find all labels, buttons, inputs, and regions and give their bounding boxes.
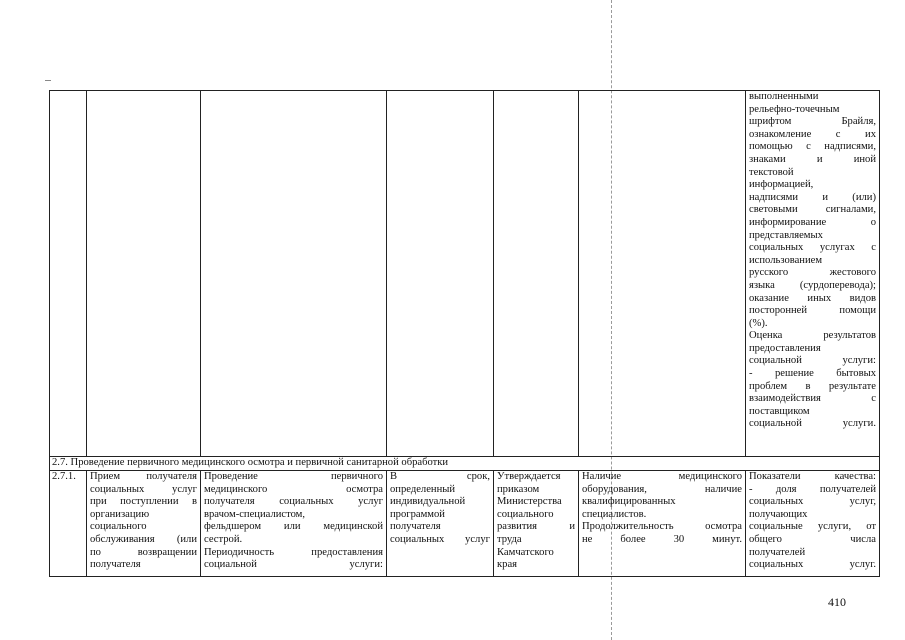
service-tariff: Утверждается приказом Министерства социального развития и труда Камчатского края — [494, 471, 579, 577]
cell-term — [387, 91, 494, 457]
table-row — [50, 91, 880, 457]
cell-conditions — [579, 91, 746, 457]
service-conditions: Наличие медицинского оборудования, наличие квалифицированных специалистов. Продолжительность осмотра не более 30 минут. — [579, 471, 746, 577]
section-heading: 2.7. Проведение первичного медицинского осмотра и первичной санитарной обработки — [50, 457, 880, 471]
section-row — [50, 457, 880, 471]
cell-description — [201, 91, 387, 457]
table-row — [50, 471, 880, 577]
service-name: Прием получателя социальных услуг при поступлении в организацию социального обслуживания (или по возвращении получателя — [87, 471, 201, 577]
page-number: 410 — [828, 595, 846, 609]
cell-indicators: выполненными рельефно-точечным шрифтом Брайля, ознакомление с их помощью с надписями, знаками и иной текстовой информацией, надписями и (или) световыми сигналами, информирование о представляемых социальных услугах с использованием русского жестового языка (сурдоперевода); оказание иных видов посторонней помощи (%). Оценка результатов предоставления социальной услуги: - решение бытовых проблем в результате взаимодействия с поставщиком социальной услуги. — [746, 91, 880, 457]
margin-mark — [45, 80, 51, 81]
row-number: 2.7.1. — [50, 471, 87, 577]
cell-num — [50, 91, 87, 457]
service-description: Проведение первичного медицинского осмотра получателя социальных услуг врачом-специалистом, фельдшером или медицинской сестрой. Периодичность предоставления социальной услуги: — [201, 471, 387, 577]
cell-tariff — [494, 91, 579, 457]
quality-indicators: Показатели качества: - доля получателей социальных услуг, получающих социальные услуги, от общего числа получателей социальных услуг. — [746, 471, 880, 577]
cell-name — [87, 91, 201, 457]
services-table — [49, 90, 880, 577]
service-term: В срок, определенный индивидуальной программой получателя социальных услуг — [387, 471, 494, 577]
